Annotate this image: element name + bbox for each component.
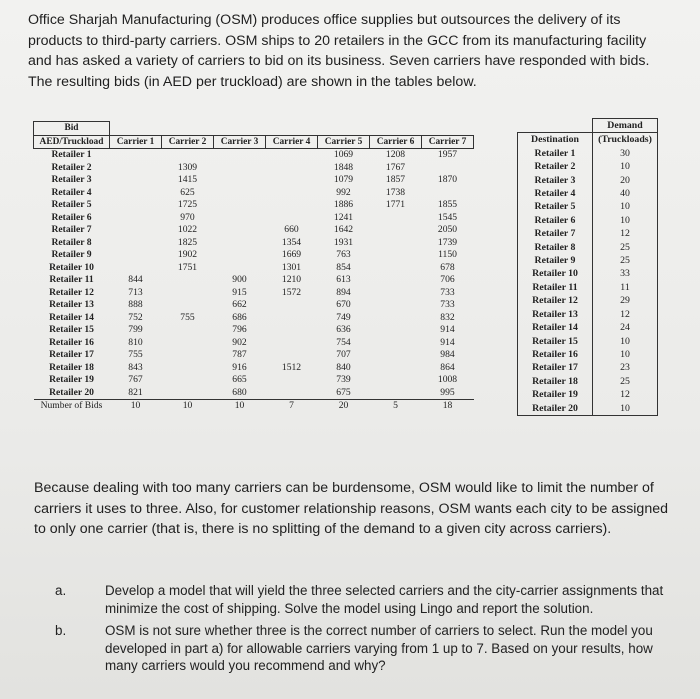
- destination-cell: Retailer 8: [518, 241, 593, 254]
- bid-cell: 707: [336, 349, 351, 360]
- bid-cell: 840: [336, 361, 351, 373]
- destination-cell: Retailer 13: [518, 308, 593, 321]
- demand-cell: 23: [593, 361, 658, 374]
- carrier-header-7: Carrier 7: [422, 135, 474, 149]
- bid-cell: [162, 324, 214, 337]
- bid-cell: 1512: [281, 361, 302, 373]
- demand-cell: 11: [593, 281, 658, 294]
- bid-cell: [266, 337, 318, 350]
- bid-cell: [162, 349, 214, 362]
- demand-row: [518, 214, 658, 227]
- bid-cell: 1902: [177, 249, 198, 260]
- question-a-label: a.: [55, 583, 67, 598]
- bid-row: [34, 312, 474, 325]
- bid-cell: 1309: [177, 161, 198, 173]
- bid-row-label: Retailer 20: [49, 386, 94, 398]
- destination-cell: Retailer 15: [518, 335, 593, 348]
- bid-cell: 995: [440, 386, 455, 398]
- bid-row: [34, 299, 474, 312]
- destination-cell: Retailer 16: [518, 348, 593, 361]
- demand-cell: 24: [593, 321, 658, 334]
- bid-row: [34, 249, 474, 262]
- demand-cell: 20: [593, 174, 658, 187]
- bid-cell: [214, 187, 266, 200]
- bid-cell: 984: [440, 349, 455, 360]
- bid-cell: [266, 174, 318, 187]
- bid-cell: [110, 199, 162, 212]
- bid-cell: [214, 149, 266, 162]
- bid-row-label: Retailer 18: [49, 361, 94, 373]
- number-of-bids-label: Number of Bids: [34, 400, 110, 413]
- bid-row-label: Retailer 5: [51, 199, 92, 210]
- bid-row: [34, 199, 474, 212]
- bid-row: [34, 374, 474, 387]
- bid-cell: 1069: [333, 149, 354, 160]
- demand-cell: 12: [593, 308, 658, 321]
- destination-cell: Retailer 11: [518, 281, 593, 294]
- bid-cell: [110, 162, 162, 175]
- demand-row: [518, 348, 658, 361]
- bid-row-label: Retailer 9: [51, 249, 92, 260]
- bid-cell: [110, 237, 162, 250]
- bid-row-label: Retailer 6: [51, 211, 92, 223]
- bid-cell: 767: [128, 374, 143, 385]
- carrier-header-2: Carrier 2: [162, 135, 214, 149]
- bid-cell: 1150: [438, 249, 457, 260]
- bid-cell: 854: [336, 261, 351, 273]
- bid-cell: 821: [128, 386, 143, 398]
- bid-cell: [162, 362, 214, 375]
- bid-cell: [162, 149, 214, 162]
- demand-row: [518, 174, 658, 187]
- demand-row: [518, 241, 658, 254]
- demand-cell: 12: [593, 388, 658, 401]
- bid-cell: 1751: [177, 261, 198, 273]
- bid-cell: [110, 174, 162, 187]
- demand-cell: 40: [593, 187, 658, 200]
- bid-cell: 810: [128, 336, 143, 348]
- carrier-header-4: Carrier 4: [266, 135, 318, 149]
- destination-cell: Retailer 20: [518, 402, 593, 416]
- demand-cell: 10: [593, 348, 658, 361]
- bid-cell: 733: [440, 299, 455, 310]
- bid-cell: [370, 212, 422, 225]
- demand-row: [518, 361, 658, 374]
- bid-cell: [370, 299, 422, 312]
- bid-cell: [266, 199, 318, 212]
- bid-table-body: [34, 149, 474, 413]
- demand-cell: 25: [593, 375, 658, 388]
- bid-cell: 1079: [333, 174, 354, 185]
- bid-cell: 1022: [177, 224, 198, 235]
- bid-cell: [370, 312, 422, 325]
- destination-cell: Retailer 4: [518, 187, 593, 200]
- bid-row: [34, 162, 474, 175]
- bid-cell: 799: [128, 324, 143, 335]
- bid-cell: 1857: [385, 174, 406, 185]
- bid-cell: 796: [232, 324, 247, 335]
- bid-cell: 1354: [281, 236, 302, 248]
- destination-cell: Retailer 6: [518, 214, 593, 227]
- number-of-bids-cell: 10: [214, 400, 266, 413]
- carrier-header-1: Carrier 1: [110, 135, 162, 149]
- bid-row: [34, 349, 474, 362]
- bid-cell: [266, 212, 318, 225]
- demand-row: [518, 254, 658, 267]
- bid-cell: [110, 149, 162, 162]
- bid-cell: [370, 324, 422, 337]
- bid-cell: 832: [440, 311, 455, 323]
- demand-row: [518, 388, 658, 401]
- demand-cell: 10: [593, 402, 658, 416]
- bid-table-header-row: [34, 135, 474, 149]
- bid-cell: 752: [128, 311, 143, 323]
- bid-cell: [162, 287, 214, 300]
- destination-cell: Retailer 10: [518, 267, 593, 280]
- bid-cell: 900: [232, 274, 247, 285]
- bid-cell: 613: [336, 274, 351, 285]
- bid-row-label: Retailer 2: [51, 161, 92, 173]
- number-of-bids-cell: 18: [422, 400, 474, 413]
- bid-cell: 1210: [281, 274, 302, 285]
- bid-row-label: Retailer 14: [49, 311, 94, 323]
- bid-row: [34, 237, 474, 250]
- bid-cell: [162, 299, 214, 312]
- bid-table-corner-label: AED/Truckload: [34, 135, 110, 149]
- bid-cell: 914: [440, 336, 455, 348]
- bid-cell: [214, 249, 266, 262]
- bid-cell: 763: [336, 249, 351, 260]
- bid-cell: 1415: [177, 174, 198, 185]
- bid-cell: [370, 362, 422, 375]
- bid-cell: [110, 212, 162, 225]
- demand-cell: 25: [593, 254, 658, 267]
- bid-row-label: Retailer 3: [51, 174, 92, 185]
- bid-cell: [266, 187, 318, 200]
- demand-row: [518, 267, 658, 280]
- demand-cell: 29: [593, 294, 658, 307]
- bid-row: [34, 187, 474, 200]
- bid-row: [34, 212, 474, 225]
- question-a-text: Develop a model that will yield the three selected carriers and the city-carrier assignments that minimize the cost of shipping. Solve the model using Lingo and report the solution.: [105, 583, 664, 616]
- bid-cell: 843: [128, 361, 143, 373]
- bid-cell: [370, 237, 422, 250]
- bid-cell: 1301: [281, 261, 302, 273]
- bid-cell: [162, 337, 214, 350]
- bid-cell: [214, 237, 266, 250]
- bid-cell: 1886: [333, 199, 354, 210]
- question-b-text: OSM is not sure whether three is the correct number of carriers to select. Run the model you developed in part a) for allowable carriers varying from 1 up to 7. Based on your results, how many carriers would you recommend and why?: [105, 623, 653, 673]
- bid-row-label: Retailer 13: [49, 299, 94, 310]
- bid-cell: 888: [128, 299, 143, 310]
- bid-cell: 1669: [281, 249, 302, 260]
- bid-cell: [266, 349, 318, 362]
- bid-row: [34, 287, 474, 300]
- demand-cell: 10: [593, 335, 658, 348]
- number-of-bids-row: [34, 400, 474, 413]
- bid-cell: 1771: [385, 199, 406, 210]
- bid-cell: 1739: [437, 236, 458, 248]
- destination-cell: Retailer 14: [518, 321, 593, 334]
- carrier-header-3: Carrier 3: [214, 135, 266, 149]
- bid-row: [34, 337, 474, 350]
- bid-cell: 1008: [437, 374, 458, 385]
- bid-row: [34, 387, 474, 400]
- bid-cell: [266, 312, 318, 325]
- bid-cell: [422, 162, 474, 175]
- bid-cell: 733: [440, 286, 455, 298]
- demand-row: [518, 200, 658, 213]
- destination-cell: Retailer 12: [518, 294, 593, 307]
- number-of-bids-cell: 20: [318, 400, 370, 413]
- demand-row: [518, 321, 658, 334]
- bid-cell: 755: [180, 311, 195, 323]
- bid-cell: 678: [440, 261, 455, 273]
- bid-cell: 914: [440, 324, 455, 335]
- bid-cell: 1572: [281, 286, 302, 298]
- bid-row: [34, 324, 474, 337]
- bid-cell: 670: [336, 299, 351, 310]
- bid-cell: [422, 187, 474, 200]
- demand-header-line1: Demand: [593, 119, 658, 133]
- bid-cell: [370, 387, 422, 400]
- bid-cell: [214, 199, 266, 212]
- demand-table: [517, 118, 658, 416]
- bid-cell: 2050: [437, 224, 458, 235]
- destination-cell: Retailer 7: [518, 227, 593, 240]
- demand-row: [518, 375, 658, 388]
- demand-cell: 33: [593, 267, 658, 280]
- demand-table-body: [518, 147, 658, 416]
- bid-row: [34, 274, 474, 287]
- bid-cell: [214, 212, 266, 225]
- destination-header: Destination: [518, 133, 593, 147]
- demand-row: [518, 308, 658, 321]
- bid-cell: 1725: [177, 199, 198, 210]
- bid-cell: [370, 337, 422, 350]
- demand-header-line2: (Truckloads): [593, 133, 658, 147]
- bid-cell: 864: [440, 361, 455, 373]
- bid-cell: [214, 224, 266, 237]
- bid-cell: [214, 262, 266, 275]
- demand-row: [518, 402, 658, 416]
- constraints-paragraph: Because dealing with too many carriers can be burdensome, OSM would like to limit the number of carriers it uses to three. Also, for customer relationship reasons, OSM wants each city to be assigned to only one carrier (that is, there is no splitting of the demand to a given city across carriers).: [34, 480, 668, 537]
- bid-cell: [214, 174, 266, 187]
- bid-cell: 915: [232, 286, 247, 298]
- number-of-bids-cell: 5: [370, 400, 422, 413]
- bid-cell: 844: [128, 274, 143, 285]
- bid-cell: 749: [336, 311, 351, 323]
- bid-row-label: Retailer 16: [49, 336, 94, 348]
- demand-row: [518, 335, 658, 348]
- bid-cell: [110, 249, 162, 262]
- bid-cell: [370, 274, 422, 287]
- bid-cell: 992: [336, 186, 351, 198]
- number-of-bids-cell: 10: [110, 400, 162, 413]
- bid-cell: [266, 162, 318, 175]
- bid-cell: 894: [336, 286, 351, 298]
- bid-table: [33, 121, 474, 413]
- bid-row-label: Retailer 11: [49, 274, 94, 285]
- destination-cell: Retailer 18: [518, 375, 593, 388]
- bid-cell: [266, 149, 318, 162]
- bid-row: [34, 362, 474, 375]
- destination-cell: Retailer 5: [518, 200, 593, 213]
- bid-cell: 739: [336, 374, 351, 385]
- bid-cell: 1931: [333, 236, 354, 248]
- bid-cell: 1848: [333, 161, 354, 173]
- bid-cell: [162, 274, 214, 287]
- bid-cell: [110, 187, 162, 200]
- question-b-label: b.: [55, 623, 67, 638]
- intro-paragraph: Office Sharjah Manufacturing (OSM) produces office supplies but outsources the delivery of its products to third-party carriers. OSM ships to 20 retailers in the GCC from its manufacturing facility and has asked a variety of carriers to bid on its business. Seven carriers have responded with bids. The resulting bids (in AED per truckload) are shown in the tables below.: [28, 12, 650, 90]
- bid-cell: [162, 374, 214, 387]
- bid-table-top-label: Bid: [34, 122, 110, 136]
- bid-cell: 755: [128, 349, 143, 360]
- bid-cell: [110, 224, 162, 237]
- bid-cell: 1825: [177, 236, 198, 248]
- destination-cell: Retailer 1: [518, 147, 593, 160]
- bid-cell: 1870: [437, 174, 458, 185]
- demand-cell: 10: [593, 200, 658, 213]
- bid-cell: [370, 262, 422, 275]
- bid-cell: 1957: [437, 149, 458, 160]
- destination-cell: Retailer 17: [518, 361, 593, 374]
- bid-cell: 636: [336, 324, 351, 335]
- bid-cell: 625: [180, 186, 195, 198]
- demand-row: [518, 160, 658, 173]
- bid-cell: 1241: [333, 211, 354, 223]
- bid-cell: [266, 387, 318, 400]
- bid-cell: 787: [232, 349, 247, 360]
- carrier-header-6: Carrier 6: [370, 135, 422, 149]
- bid-cell: 675: [336, 386, 351, 398]
- demand-row: [518, 227, 658, 240]
- bid-cell: 754: [336, 336, 351, 348]
- bid-row-label: Retailer 12: [49, 286, 94, 298]
- demand-row: [518, 281, 658, 294]
- bid-row-label: Retailer 4: [51, 186, 92, 198]
- bid-row-label: Retailer 15: [49, 324, 94, 335]
- bid-cell: 902: [232, 336, 247, 348]
- destination-cell: Retailer 19: [518, 388, 593, 401]
- bid-row: [34, 262, 474, 275]
- bid-row-label: Retailer 8: [51, 236, 92, 248]
- bid-row-label: Retailer 17: [49, 349, 94, 360]
- bid-cell: [266, 324, 318, 337]
- bid-cell: [266, 374, 318, 387]
- bid-cell: [266, 299, 318, 312]
- bid-row: [34, 224, 474, 237]
- carrier-header-5: Carrier 5: [318, 135, 370, 149]
- bid-cell: [370, 287, 422, 300]
- bid-cell: 1208: [385, 149, 406, 160]
- destination-cell: Retailer 9: [518, 254, 593, 267]
- bid-cell: 1767: [385, 161, 406, 173]
- bid-cell: [370, 374, 422, 387]
- bid-row-label: Retailer 1: [51, 149, 92, 160]
- destination-cell: Retailer 2: [518, 160, 593, 173]
- bid-row: [34, 174, 474, 187]
- bid-cell: 713: [128, 286, 143, 298]
- bid-cell: [162, 387, 214, 400]
- bid-row-label: Retailer 19: [49, 374, 94, 385]
- bid-cell: 916: [232, 361, 247, 373]
- bid-cell: 970: [180, 211, 195, 223]
- bid-cell: 660: [284, 224, 299, 235]
- bid-cell: [370, 349, 422, 362]
- number-of-bids-cell: 10: [162, 400, 214, 413]
- bid-cell: [370, 249, 422, 262]
- bid-row-label: Retailer 7: [51, 224, 92, 235]
- demand-row: [518, 294, 658, 307]
- demand-cell: 30: [593, 147, 658, 160]
- destination-cell: Retailer 3: [518, 174, 593, 187]
- bid-cell: [370, 224, 422, 237]
- demand-cell: 10: [593, 160, 658, 173]
- bid-cell: [214, 162, 266, 175]
- bid-cell: 1855: [437, 199, 458, 210]
- bid-cell: 662: [232, 299, 247, 310]
- bid-cell: 680: [232, 386, 247, 398]
- demand-cell: 25: [593, 241, 658, 254]
- bid-cell: 665: [232, 374, 247, 385]
- bid-row-label: Retailer 10: [49, 261, 94, 273]
- demand-cell: 12: [593, 227, 658, 240]
- bid-cell: 1738: [385, 186, 406, 198]
- bid-cell: 686: [232, 311, 247, 323]
- demand-cell: 10: [593, 214, 658, 227]
- bid-cell: 1642: [333, 224, 354, 235]
- bid-row: [34, 149, 474, 162]
- number-of-bids-cell: 7: [266, 400, 318, 413]
- bid-cell: 1545: [437, 211, 458, 223]
- demand-row: [518, 187, 658, 200]
- demand-row: [518, 147, 658, 160]
- bid-cell: 706: [440, 274, 455, 285]
- bid-cell: [110, 262, 162, 275]
